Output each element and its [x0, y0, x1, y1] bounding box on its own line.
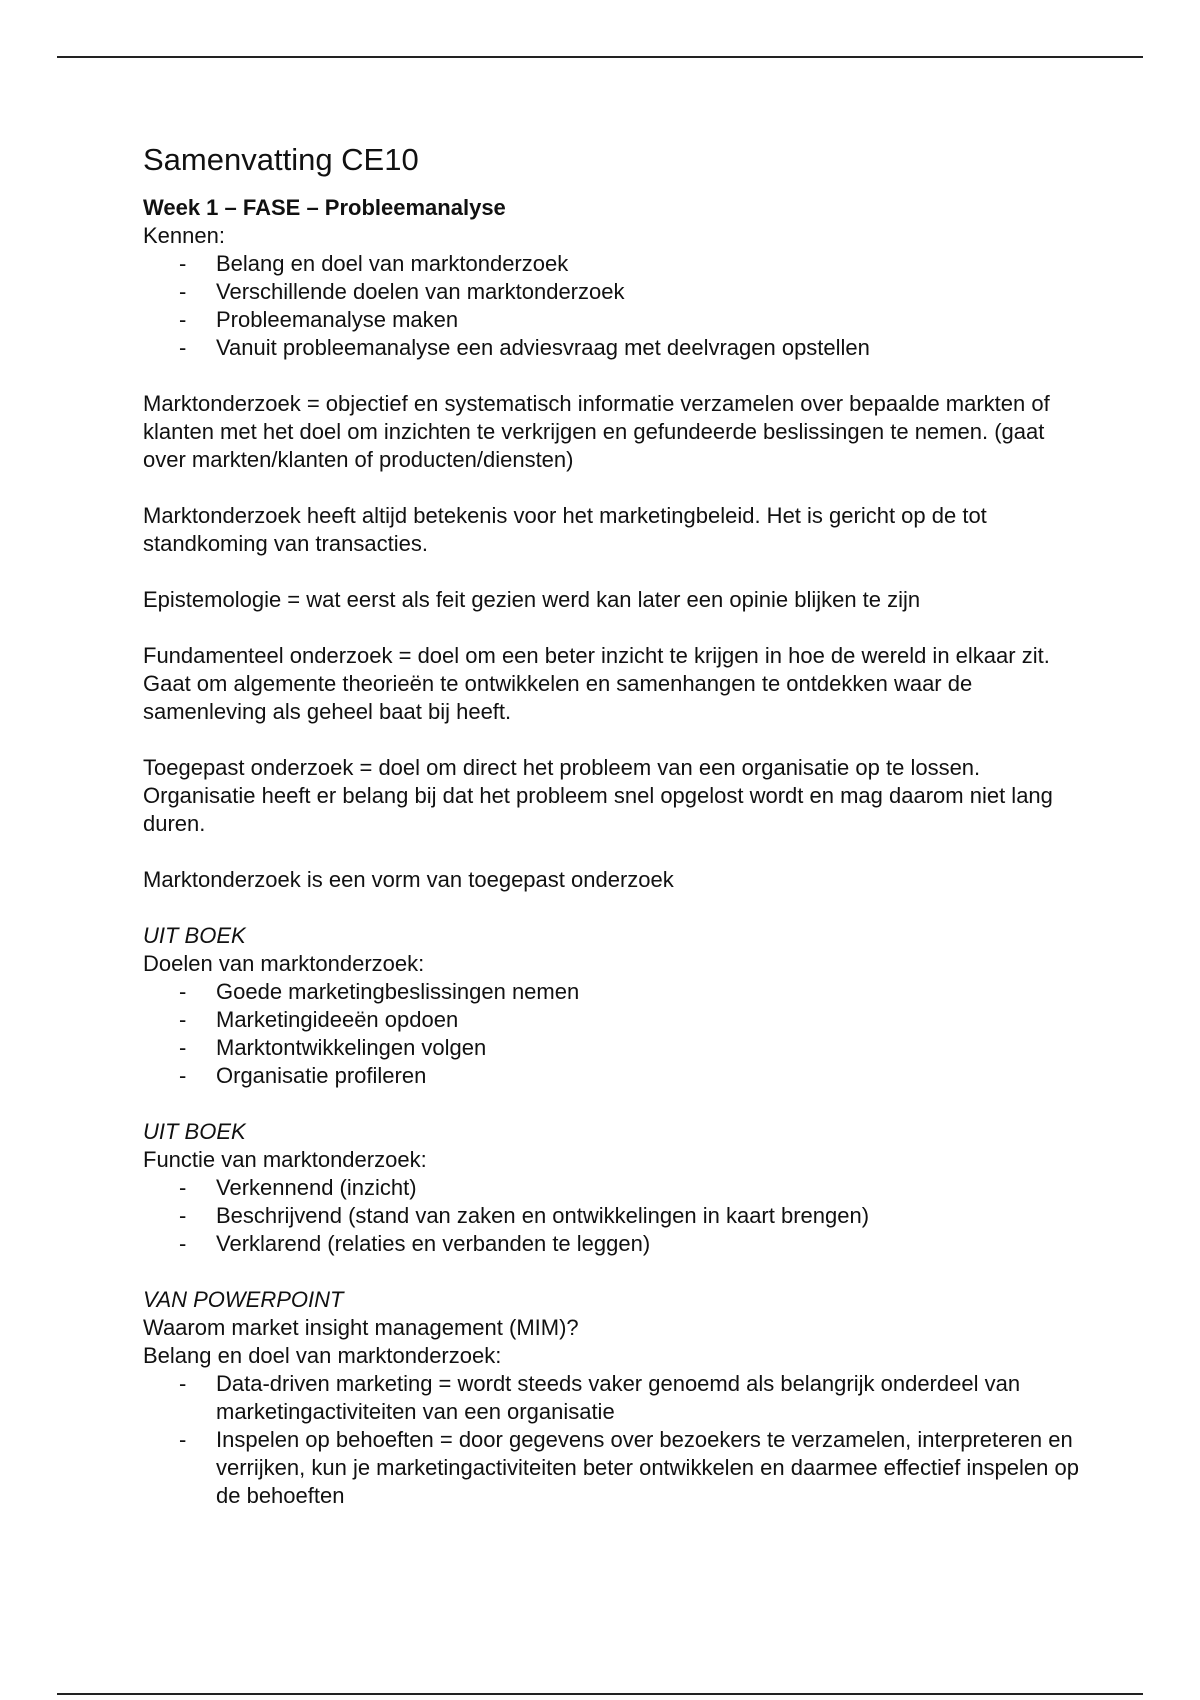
list-item: - Goede marketingbeslissingen nemen — [143, 978, 1083, 1006]
kennen-list — [143, 250, 1083, 362]
book-section-1-list — [143, 978, 1083, 1090]
paragraph-epistemologie: Epistemologie = wat eerst als feit gezien werd kan later een opinie blijken te zijn — [143, 587, 921, 612]
ppt-section-list — [143, 1370, 1083, 1510]
document-title: Samenvatting CE10 — [143, 142, 419, 177]
book-section-1-label: Doelen van marktonderzoek: — [143, 951, 425, 976]
book-section-2-label: Functie van marktonderzoek: — [143, 1147, 427, 1172]
paragraph-marketingbeleid: Marktonderzoek heeft altijd betekenis voor het marketingbeleid. Het is gericht op de tot standkoming van transacties. — [143, 503, 987, 556]
list-item: - Vanuit probleemanalyse een adviesvraag met deelvragen opstellen — [143, 334, 1083, 362]
page-top-rule — [57, 56, 1143, 58]
book-section-2-list — [143, 1174, 1083, 1258]
book-section-2-source: UIT BOEK — [143, 1119, 246, 1144]
list-item: - Verklarend (relaties en verbanden te leggen) — [143, 1230, 1083, 1258]
list-item: - Beschrijvend (stand van zaken en ontwikkelingen in kaart brengen) — [143, 1202, 1083, 1230]
kennen-label: Kennen: — [143, 223, 225, 248]
paragraph-marktonderzoek-definition: Marktonderzoek = objectief en systematisch informatie verzamelen over bepaalde markten of klanten met het doel om inzichten te verkrijgen en gefundeerde beslissingen te nemen. (gaat over markten/klanten of producten/diensten) — [143, 391, 1050, 472]
list-item: - Marketingideeën opdoen — [143, 1006, 1083, 1034]
document-body — [143, 140, 1083, 1538]
list-item: - Verschillende doelen van marktonderzoek — [143, 278, 1083, 306]
page-bottom-rule — [57, 1693, 1143, 1695]
book-section-1-source: UIT BOEK — [143, 923, 246, 948]
ppt-section-question: Waarom market insight management (MIM)? — [143, 1315, 579, 1340]
list-item: - Marktontwikkelingen volgen — [143, 1034, 1083, 1062]
list-item: - Data-driven marketing = wordt steeds vaker genoemd als belangrijk onderdeel van marketingactiviteiten van een organisatie — [143, 1370, 1083, 1426]
week-heading: Week 1 – FASE – Probleemanalyse — [143, 195, 506, 220]
list-item: - Probleemanalyse maken — [143, 306, 1083, 334]
list-item: - Inspelen op behoeften = door gegevens over bezoekers te verzamelen, interpreteren en verrijken, kun je marketingactiviteiten beter ontwikkelen en daarmee effectief inspelen op de behoeften — [143, 1426, 1083, 1510]
list-item: - Belang en doel van marktonderzoek — [143, 250, 1083, 278]
paragraph-toegepast-onderzoek: Toegepast onderzoek = doel om direct het probleem van een organisatie op te lossen. Organisatie heeft er belang bij dat het probleem snel opgelost wordt en mag daarom niet lang duren. — [143, 755, 1053, 836]
ppt-section-source: VAN POWERPOINT — [143, 1287, 344, 1312]
ppt-section-label: Belang en doel van marktonderzoek: — [143, 1343, 502, 1368]
list-item: - Organisatie profileren — [143, 1062, 1083, 1090]
list-item: - Verkennend (inzicht) — [143, 1174, 1083, 1202]
paragraph-fundamenteel-onderzoek: Fundamenteel onderzoek = doel om een beter inzicht te krijgen in hoe de wereld in elkaar zit. Gaat om algemente theorieën te ontwikkelen en samenhangen te ontdekken waar de samenleving als geheel baat bij heeft. — [143, 643, 1050, 724]
paragraph-vorm-toegepast: Marktonderzoek is een vorm van toegepast onderzoek — [143, 867, 674, 892]
